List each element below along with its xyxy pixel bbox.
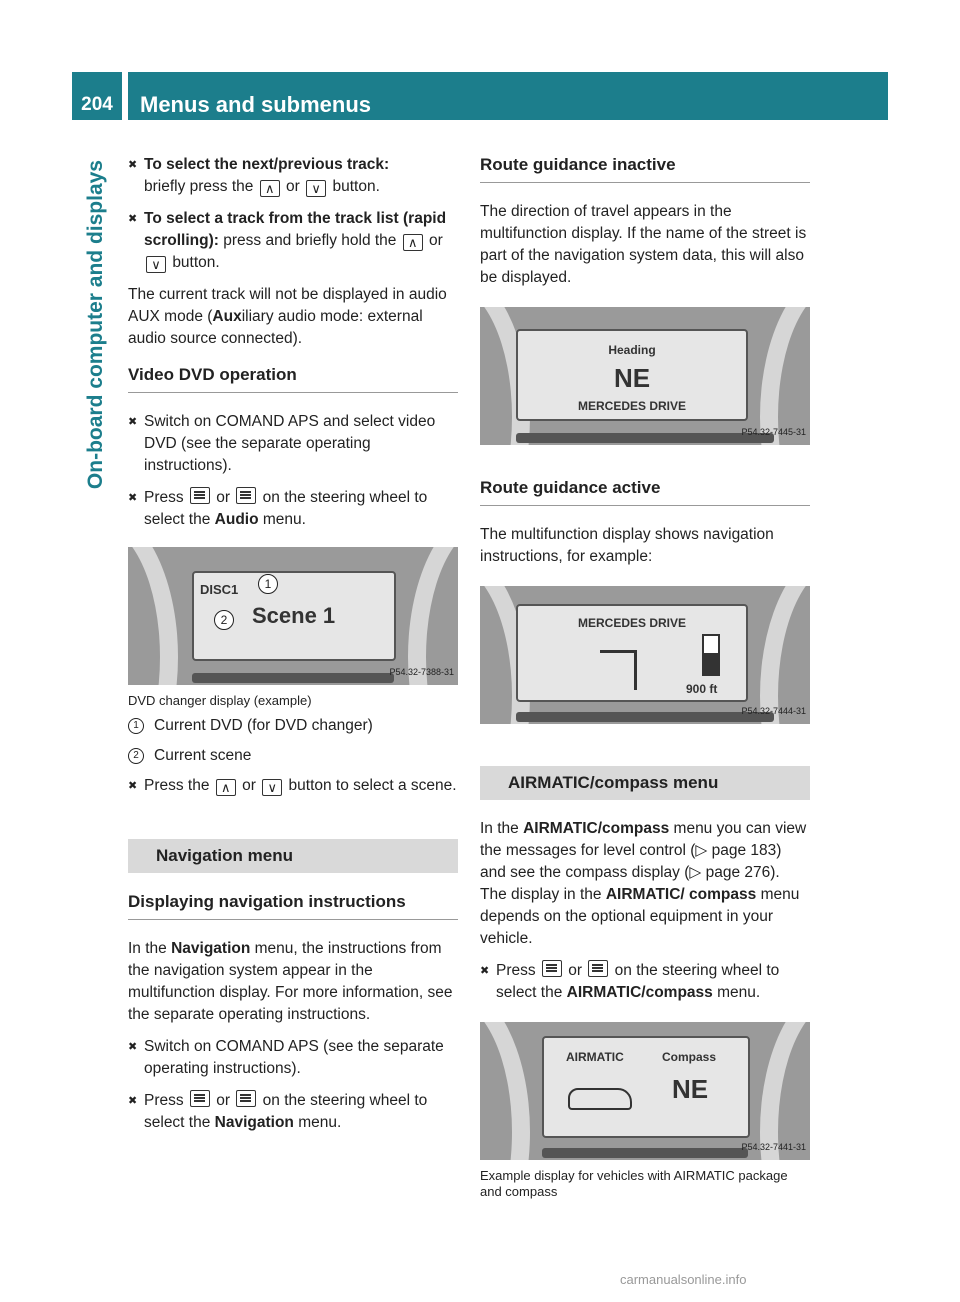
- navigation-paragraph: In the Navigation menu, the instructions from the navigation system appear in the multifunction display. For more information, see the separate operating instructions.: [128, 940, 453, 1023]
- page-ref-arrow-icon: ▷: [695, 842, 708, 859]
- menu-name: Navigation: [214, 1114, 294, 1131]
- step-marker-icon: ✖: [128, 416, 138, 428]
- step-text: button.: [172, 254, 220, 271]
- menu-back-key-icon: [190, 487, 210, 504]
- step-text: press and briefly hold the: [223, 232, 397, 249]
- scene-label: Scene 1: [252, 603, 336, 628]
- distance-bar-icon: [702, 634, 720, 676]
- turn-left-arrow-icon-stem: [634, 650, 637, 690]
- airmatic-paragraph: In the AIRMATIC/compass menu you can view the messages for level control (▷ page 183) and see the compass display (▷ page 276). The display in the AIRMATIC/ compass menu depends on the optional equipment in your vehicle.: [480, 820, 807, 947]
- dvd-changer-display-image: [128, 547, 458, 685]
- airmatic-label: AIRMATIC: [566, 1050, 624, 1064]
- street-name: MERCEDES DRIVE: [577, 616, 687, 630]
- or-text: or: [216, 489, 231, 506]
- or-text: or: [429, 232, 443, 249]
- left-column: [128, 154, 458, 1144]
- step-text: Press the: [144, 777, 210, 794]
- step-text: briefly press the: [144, 178, 254, 195]
- step-next-track: [128, 154, 458, 198]
- down-arrow-key-icon: [262, 779, 282, 796]
- step-heading: To select the next/previous track:: [144, 156, 390, 173]
- page-title: Menus and submenus: [128, 72, 888, 120]
- display-bottom-bar: [192, 673, 394, 683]
- menu-forward-key-icon: [236, 487, 256, 504]
- up-arrow-key-icon: [403, 234, 423, 251]
- compass-direction: NE: [613, 363, 651, 393]
- lcd-screen: [516, 604, 748, 702]
- step-text: on the steering wheel to select the: [144, 1092, 428, 1131]
- image-code: P54.32-7444-31: [741, 706, 806, 716]
- step-marker-icon: ✖: [128, 213, 138, 225]
- image-caption: DVD changer display (example): [128, 693, 312, 708]
- legend-number: 2: [128, 748, 144, 764]
- vehicle-level-icon: [568, 1088, 632, 1110]
- route-guidance-inactive-heading: Route guidance inactive: [480, 154, 810, 183]
- display-bottom-bar: [516, 712, 774, 722]
- step-marker-icon: ✖: [480, 965, 490, 977]
- menu-forward-key-icon: [588, 960, 608, 977]
- distance-label: 900 ft: [686, 682, 718, 696]
- lcd-screen: [516, 329, 748, 421]
- or-text: or: [286, 178, 300, 195]
- aux-paragraph: The current track will not be displayed in audio AUX mode (Auxiliary audio mode: external audio source connected).: [128, 286, 447, 347]
- step-text: on the steering wheel to select the: [144, 489, 428, 528]
- step-text: button.: [332, 178, 380, 195]
- up-arrow-key-icon: [260, 180, 280, 197]
- legend-number: 1: [128, 718, 144, 734]
- image-code: P54.32-7388-31: [389, 667, 454, 677]
- route-guidance-display-image: [480, 586, 810, 724]
- step-marker-icon: ✖: [128, 780, 138, 792]
- step-text: Switch on COMAND APS and select video DVD (see the separate operating instructions).: [144, 413, 436, 474]
- menu-back-key-icon: [190, 1090, 210, 1107]
- display-bottom-bar: [542, 1148, 748, 1158]
- callout-2: 2: [214, 609, 234, 631]
- compass-label: Compass: [662, 1050, 717, 1064]
- step-marker-icon: ✖: [128, 492, 138, 504]
- gauge-ring-left: [128, 547, 178, 685]
- heading-label: Heading: [608, 343, 656, 357]
- or-text: or: [242, 777, 256, 794]
- legend-text: Current DVD (for DVD changer): [154, 717, 373, 734]
- right-column: [480, 154, 810, 1206]
- footer-watermark: carmanualsonline.info: [620, 1272, 747, 1287]
- display-bottom-bar: [516, 433, 774, 443]
- down-arrow-key-icon: [146, 256, 166, 273]
- lcd-screen: [542, 1036, 750, 1138]
- legend-item-1: [128, 715, 458, 737]
- down-arrow-key-icon: [306, 180, 326, 197]
- step-press-airmatic: [480, 960, 810, 1004]
- gauge-ring-left: [480, 1022, 530, 1160]
- or-text: or: [568, 962, 583, 979]
- step-switch-on-comand: [128, 411, 458, 477]
- turn-left-arrow-icon: [600, 650, 636, 653]
- step-text: on the steering wheel to select the: [496, 962, 780, 1001]
- step-marker-icon: ✖: [128, 159, 138, 171]
- menu-name: AIRMATIC/compass: [566, 984, 713, 1001]
- menu-forward-key-icon: [236, 1090, 256, 1107]
- step-select-scene: [128, 775, 458, 797]
- step-text: Press: [144, 489, 184, 506]
- legend-text: Current scene: [154, 747, 252, 764]
- step-marker-icon: ✖: [128, 1095, 138, 1107]
- disc-label: DISC1: [200, 582, 239, 597]
- menu-name: Audio: [214, 511, 259, 528]
- step-track-list: [128, 208, 458, 274]
- menu-back-key-icon: [542, 960, 562, 977]
- route-guidance-active-heading: Route guidance active: [480, 477, 810, 506]
- video-dvd-heading: Video DVD operation: [128, 364, 458, 393]
- image-code: P54.32-7441-31: [741, 1142, 806, 1152]
- step-heading: To select a track from the track list (rapid scrolling):: [144, 210, 447, 249]
- street-name: MERCEDES DRIVE: [577, 399, 687, 413]
- step-text: button to select a scene.: [288, 777, 457, 794]
- step-switch-on-comand-2: [128, 1036, 458, 1080]
- image-code: P54.32-7445-31: [741, 427, 806, 437]
- up-arrow-key-icon: [216, 779, 236, 796]
- displaying-nav-heading: Displaying navigation instructions: [128, 891, 458, 920]
- image-caption: Example display for vehicles with AIRMATIC package and compass: [480, 1168, 788, 1199]
- or-text: or: [216, 1092, 231, 1109]
- step-text: Switch on COMAND APS (see the separate operating instructions).: [144, 1038, 444, 1077]
- legend-item-2: [128, 745, 458, 767]
- airmatic-display-image: [480, 1022, 810, 1160]
- step-text: Press: [496, 962, 536, 979]
- direction-paragraph: The direction of travel appears in the multifunction display. If the name of the street is part of the navigation system data, this will also be displayed.: [480, 203, 807, 286]
- side-tab: On-board computer and displays: [84, 160, 107, 490]
- nav-instructions-paragraph: The multifunction display shows navigation instructions, for example:: [480, 526, 774, 565]
- airmatic-compass-heading: AIRMATIC/compass menu: [480, 766, 810, 800]
- step-text: menu.: [262, 511, 306, 528]
- step-press-navigation: [128, 1090, 458, 1134]
- heading-display-image: [480, 307, 810, 445]
- page-number: 204: [72, 72, 122, 120]
- page-ref-arrow-icon: ▷: [689, 864, 702, 881]
- compass-direction: NE: [672, 1074, 709, 1104]
- step-text: menu.: [717, 984, 761, 1001]
- step-press-audio: [128, 487, 458, 531]
- step-marker-icon: ✖: [128, 1041, 138, 1053]
- navigation-menu-heading: Navigation menu: [128, 839, 458, 873]
- callout-1: 1: [258, 573, 278, 595]
- step-text: Press: [144, 1092, 184, 1109]
- step-text: menu.: [298, 1114, 342, 1131]
